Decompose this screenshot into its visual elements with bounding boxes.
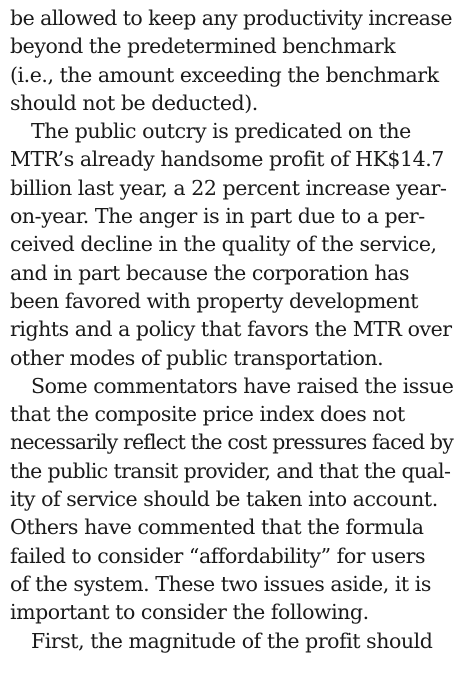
text-line: ity of service should be taken into account. [10,487,438,512]
paragraph-2 [10,117,454,372]
paragraph-4 [10,627,454,655]
text-line: ceived decline in the quality of the service, [10,232,437,257]
text-line: failed to consider “affordability” for users [10,543,426,568]
text-line: (i.e., the amount exceeding the benchmark [10,62,439,87]
text-line: necessarily reflect the cost pressures faced by [10,430,453,455]
text-line: beyond the predetermined benchmark [10,34,396,59]
text-line: should not be deducted). [10,90,258,115]
text-line: rights and a policy that favors the MTR over [10,317,452,342]
text-line: be allowed to keep any productivity increase [10,6,452,30]
text-line: of the system. These two issues aside, it is [10,571,431,596]
text-line: billion last year, a 22 percent increase year- [10,175,447,200]
text-line: Others have commented that the formula [10,515,424,540]
paragraph-1 [10,4,454,117]
text-line: and in part because the corporation has [10,260,410,285]
text-line: MTR’s already handsome profit of HK$14.7 [10,147,444,172]
text-line: First, the magnitude of the profit should [31,628,433,653]
text-line: the public transit provider, and that the qual- [10,458,451,483]
text-line: important to consider the following. [10,600,369,625]
text-line: The public outcry is predicated on the [31,119,411,144]
text-line: that the composite price index does not [10,402,405,427]
text-line: on-year. The anger is in part due to a per- [10,204,425,229]
text-line: been favored with property development [10,288,419,313]
article-text [10,4,454,655]
text-line: Some commentators have raised the issue [31,373,454,398]
paragraph-3 [10,372,454,627]
text-line: other modes of public transportation. [10,345,384,370]
